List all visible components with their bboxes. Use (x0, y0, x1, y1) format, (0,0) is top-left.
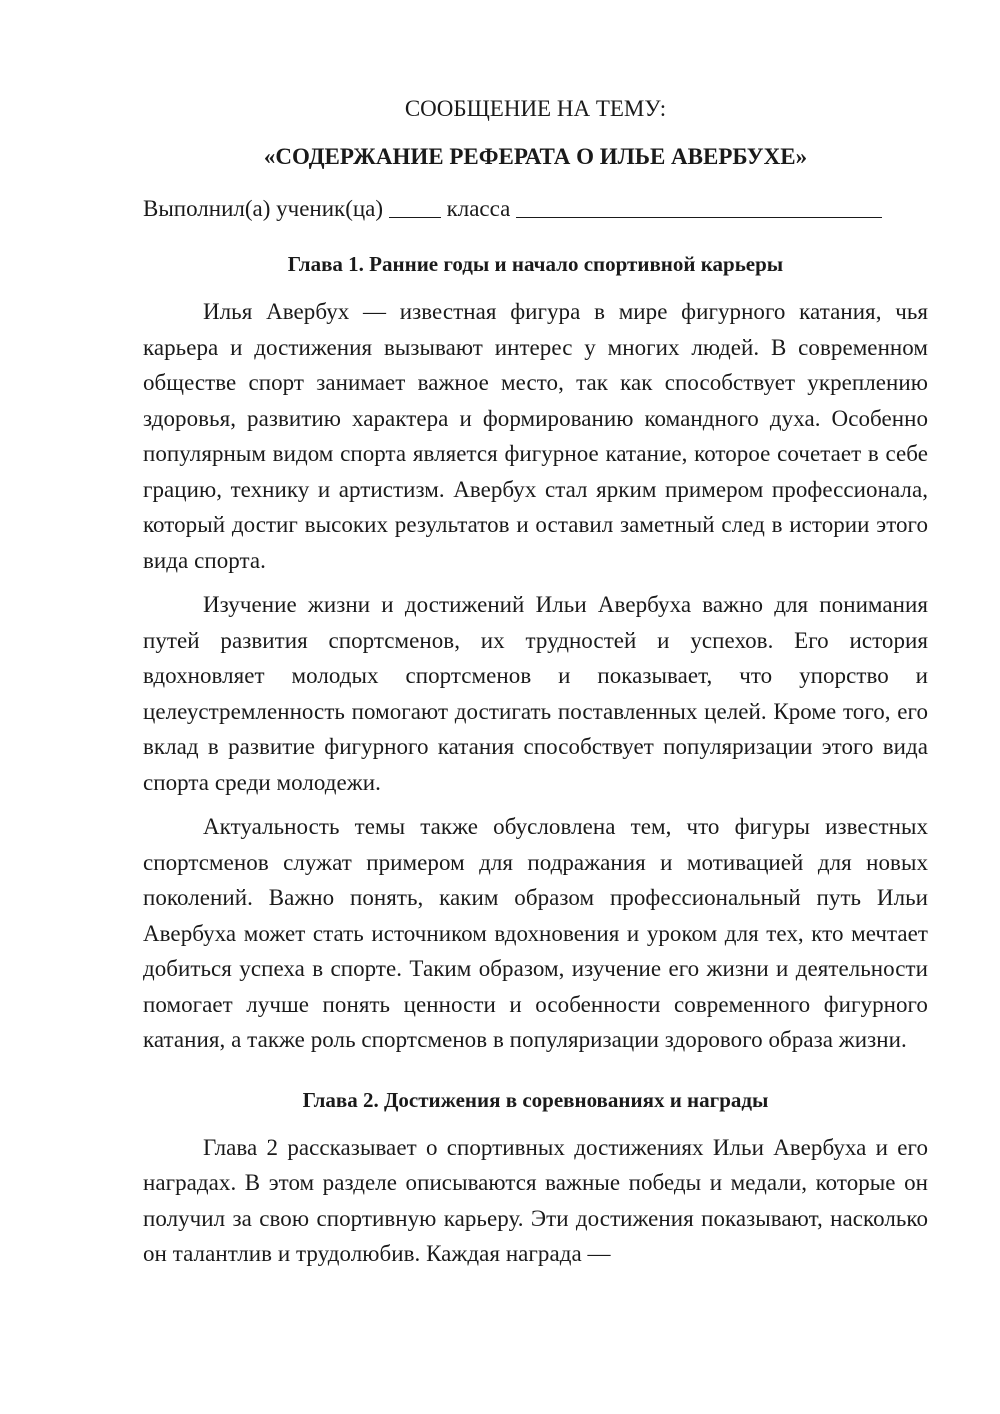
document-title: «СОДЕРЖАНИЕ РЕФЕРАТА О ИЛЬЕ АВЕРБУХЕ» (263, 144, 808, 169)
class-label: класса (446, 196, 511, 221)
class-number-blank (389, 195, 441, 218)
student-info-line (143, 192, 928, 226)
class-name-blank (516, 195, 882, 218)
chapter-1-heading: Глава 1. Ранние годы и начало спортивной карьеры (287, 252, 784, 276)
document-page (143, 92, 928, 1281)
chapter-2-heading: Глава 2. Достижения в соревнованиях и награды (302, 1087, 769, 1112)
chapter-2-paragraph: Глава 2 рассказывает о спортивных достижениях Ильи Авербуха и его наградах. В этом разделе описываются важные победы и медали, которые он получил за свою спортивную карьеру. Эти достижения показывают, насколько он талантлив и трудолюбив. Каждая награда — (143, 1134, 928, 1266)
document-header: СООБЩЕНИЕ НА ТЕМУ: (404, 96, 667, 121)
chapter-1-paragraph: Изучение жизни и достижений Ильи Авербуха важно для понимания путей развития спортсменов, их трудностей и успехов. Его история вдохновляет молодых спортсменов и показывает, что упорство и целеустремленность помогают достигать поставленных целей. Кроме того, его вклад в развитие фигурного катания способствует популяризации этого вида спорта среди молодежи. (143, 592, 928, 795)
student-label: Выполнил(а) ученик(ца) (143, 196, 384, 221)
chapter-1-paragraph: Актуальность темы также обусловлена тем, что фигуры известных спортсменов служат примером для подражания и мотивацией для новых поколений. Важно понять, каким образом профессиональный путь Ильи Авербуха может стать источником вдохновения и уроком для тех, кто мечтает добиться успеха в спорте. Таким образом, изучение его жизни и деятельности помогает лучше понять ценности и особенности современного фигурного катания, а также роль спортсменов в популяризации здорового образа жизни. (143, 814, 928, 1052)
chapter-1-paragraph: Илья Авербух — известная фигура в мире фигурного катания, чья карьера и достижения вызывают интерес у многих людей. В современном обществе спорт занимает важное место, так как способствует укреплению здоровья, развитию характера и формированию командного духа. Особенно популярным видом спорта является фигурное катание, которое сочетает в себе грацию, технику и артистизм. Авербух стал ярким примером профессионала, который достиг высоких результатов и оставил заметный след в истории этого вида спорта. (143, 299, 928, 573)
